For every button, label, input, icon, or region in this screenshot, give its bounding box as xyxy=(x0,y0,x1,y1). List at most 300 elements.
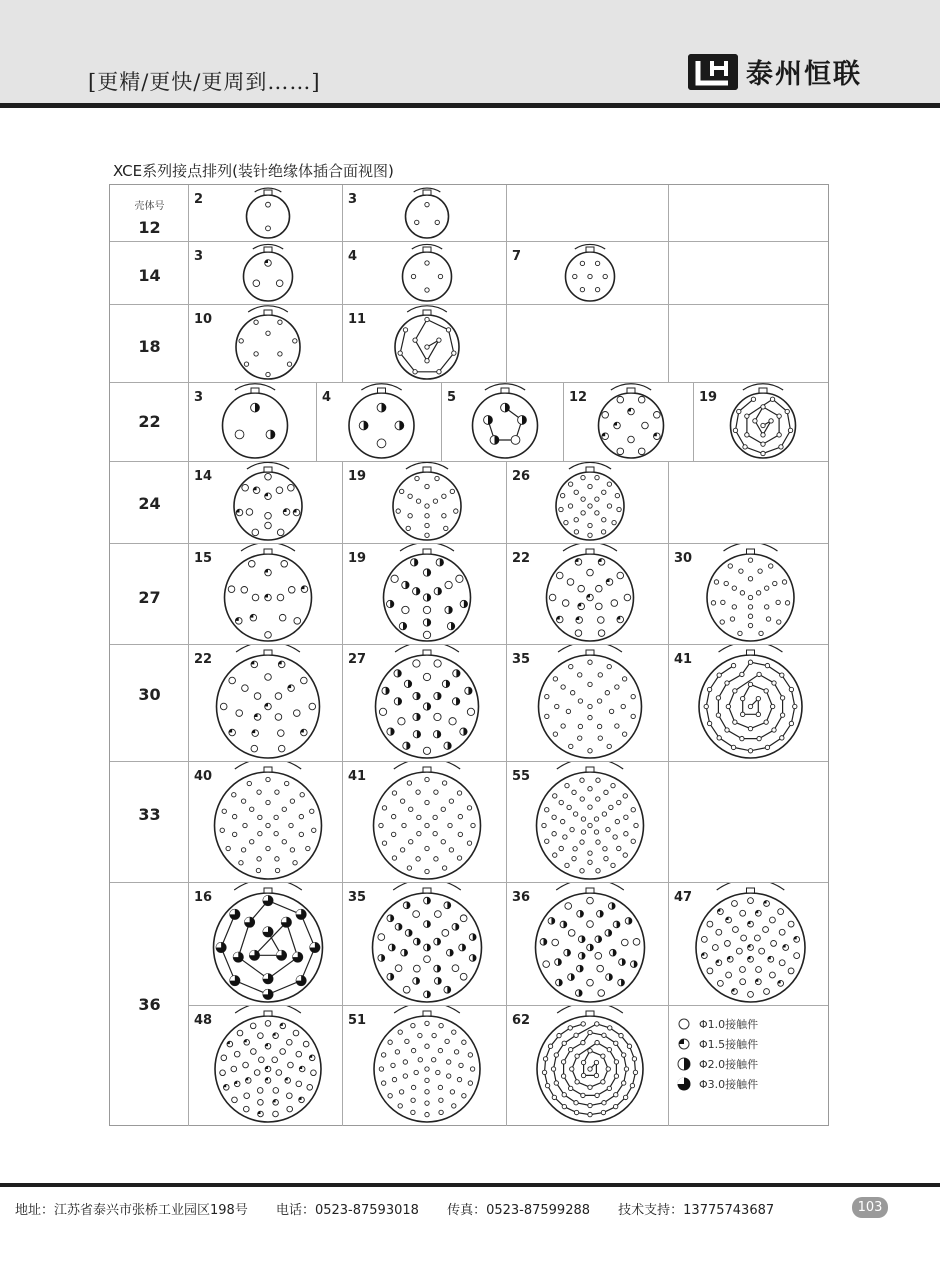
contact-pin xyxy=(285,1078,291,1084)
table-row xyxy=(110,645,828,762)
contact-pin xyxy=(286,1093,292,1099)
contact-pin xyxy=(257,790,261,794)
contact-pin xyxy=(265,632,272,639)
contact-pin xyxy=(613,835,617,839)
contact-pin xyxy=(548,918,555,925)
table-row xyxy=(110,383,828,462)
contact-pin xyxy=(623,794,627,798)
contact-pin xyxy=(595,511,599,515)
contact-pin xyxy=(439,1098,443,1102)
contact-pin xyxy=(392,791,396,795)
contact-pin xyxy=(394,698,401,705)
contact-count: 47 xyxy=(674,890,693,905)
contact-pin xyxy=(770,397,774,401)
contact-pin xyxy=(748,623,752,627)
insert-layout xyxy=(507,242,669,304)
contact-pin xyxy=(266,823,270,827)
contact-pin xyxy=(287,1106,293,1112)
contact-pin xyxy=(597,910,604,917)
contact-pin xyxy=(250,840,254,844)
contact-pin xyxy=(423,569,430,576)
contact-pin xyxy=(408,514,412,518)
insert-diagram xyxy=(343,645,507,762)
contact-pin xyxy=(627,1044,631,1048)
contact-pin xyxy=(638,448,645,455)
contact-pin xyxy=(606,579,613,586)
contact-pin xyxy=(756,712,760,716)
contact-pin xyxy=(568,974,575,981)
contact-size-3-0-icon xyxy=(677,1077,691,1091)
empty-cell xyxy=(507,185,669,241)
insert-layout xyxy=(507,762,669,882)
contact-pin xyxy=(381,1081,385,1085)
shell-outline xyxy=(247,195,290,238)
contact-pin xyxy=(434,965,441,972)
contact-pin xyxy=(467,708,474,715)
contact-pin xyxy=(299,1097,305,1103)
legend-label: Φ1.5接触件 xyxy=(699,1038,759,1051)
contact-pin xyxy=(588,660,592,664)
contact-pin xyxy=(597,699,601,703)
contact-pin xyxy=(638,396,645,403)
contact-pin xyxy=(460,973,467,980)
contact-pin xyxy=(776,600,780,604)
contact-pin xyxy=(789,687,793,691)
insert-diagram xyxy=(189,1006,343,1126)
contact-pin xyxy=(596,778,600,782)
contact-pin xyxy=(408,494,412,498)
contact-pin xyxy=(598,673,602,677)
contact-pin xyxy=(253,487,260,494)
contact-pin xyxy=(783,945,789,951)
insert-diagram xyxy=(343,185,507,242)
insert-diagram xyxy=(507,544,669,645)
contact-pin xyxy=(236,509,243,516)
contact-pin xyxy=(434,938,441,945)
contact-pin xyxy=(413,660,420,667)
contact-pin xyxy=(424,897,431,904)
contact-pin xyxy=(560,921,567,928)
contact-pin xyxy=(395,421,404,430)
contact-pin xyxy=(462,1040,466,1044)
contact-pin xyxy=(721,600,725,604)
shell-outline xyxy=(599,393,664,458)
contact-pin xyxy=(545,1083,549,1087)
contact-pin xyxy=(611,600,618,607)
contact-pin xyxy=(778,980,784,986)
contact-pin xyxy=(607,504,611,508)
contact-arrangement-table xyxy=(109,184,829,1126)
contact-pin xyxy=(761,423,765,427)
contact-pin xyxy=(793,704,797,708)
contact-pin xyxy=(266,777,270,781)
contact-pin xyxy=(588,484,592,488)
contact-pin xyxy=(595,1040,599,1044)
contact-pin xyxy=(748,558,752,562)
contact-pin xyxy=(610,949,617,956)
contact-pin xyxy=(382,806,386,810)
insert-diagram xyxy=(189,242,343,305)
contact-pin xyxy=(265,1078,271,1084)
contact-pin xyxy=(607,482,611,486)
contact-pin xyxy=(394,670,401,677)
contact-pin xyxy=(250,614,257,621)
contact-pin xyxy=(388,1094,392,1098)
contact-pin xyxy=(608,1026,612,1030)
shell-cell xyxy=(110,762,189,882)
contact-pin xyxy=(780,713,784,717)
contact-pin xyxy=(236,710,243,717)
contact-pin xyxy=(562,1041,566,1045)
contact-pin xyxy=(570,1067,574,1071)
contact-pin xyxy=(748,921,754,927)
contact-pin xyxy=(395,923,402,930)
contact-pin xyxy=(425,533,429,537)
contact-pin xyxy=(575,559,582,566)
contact-pin xyxy=(424,991,431,998)
contact-pin xyxy=(554,1053,558,1057)
contact-pin xyxy=(621,939,628,946)
contact-pin xyxy=(312,828,316,832)
footer-support: 技术支持：13775743687 xyxy=(618,1203,775,1218)
contact-count: 5 xyxy=(447,390,457,405)
legend-label: Φ2.0接触件 xyxy=(699,1058,759,1071)
contact-pin xyxy=(773,581,777,585)
contact-pin xyxy=(732,605,736,609)
key-tab xyxy=(264,1011,272,1016)
contact-pin xyxy=(595,261,599,265)
contact-pin xyxy=(581,511,585,515)
contact-pin xyxy=(737,409,741,413)
contact-pin xyxy=(425,523,429,527)
contact-pin xyxy=(450,1090,454,1094)
contact-pin xyxy=(748,945,754,951)
contact-pin xyxy=(247,781,251,785)
contact-pin xyxy=(242,484,249,491)
contact-pin xyxy=(425,846,429,850)
contact-pin xyxy=(469,955,476,962)
contact-pin xyxy=(588,1067,592,1071)
contact-pin xyxy=(566,709,570,713)
contact-pin xyxy=(609,805,613,809)
contact-pin xyxy=(711,601,715,605)
contact-pin xyxy=(565,863,569,867)
contact-pin xyxy=(745,414,749,418)
contact-pin xyxy=(257,857,261,861)
contact-pin xyxy=(232,793,236,797)
contact-count: 35 xyxy=(512,652,531,667)
contact-pin xyxy=(630,1083,634,1087)
contact-pin xyxy=(609,709,613,713)
table-row xyxy=(110,883,828,1126)
contact-count: 11 xyxy=(348,312,367,327)
contact-pin xyxy=(425,202,429,206)
contact-pin xyxy=(411,1085,415,1089)
contact-pin xyxy=(450,489,454,493)
contact-pin xyxy=(423,594,430,601)
key-tab xyxy=(264,247,272,252)
contact-pin xyxy=(265,512,272,519)
contact-pin xyxy=(288,586,295,593)
contact-pin xyxy=(545,808,549,812)
contact-pin xyxy=(633,939,640,946)
contact-pin xyxy=(244,362,248,366)
insert-diagram xyxy=(507,242,669,305)
contact-count: 3 xyxy=(194,390,204,405)
contact-pin xyxy=(411,1048,415,1052)
contact-pin xyxy=(780,696,784,700)
contact-pin xyxy=(285,781,289,785)
contact-pin xyxy=(220,703,227,710)
contact-count: 19 xyxy=(348,469,367,484)
contact-pin xyxy=(399,1090,403,1094)
contact-pin xyxy=(265,594,272,601)
contact-pin xyxy=(382,687,389,694)
contact-pin xyxy=(759,948,765,954)
key-tab xyxy=(627,388,635,393)
contact-count: 22 xyxy=(512,551,531,566)
contact-pin xyxy=(223,1084,229,1090)
contact-pin xyxy=(562,600,569,607)
insert-layout xyxy=(189,1006,343,1126)
contact-pin xyxy=(726,704,730,708)
contact-pin xyxy=(607,1086,611,1090)
contact-count: 26 xyxy=(512,469,531,484)
contact-pin xyxy=(413,713,420,720)
contact-pin xyxy=(588,533,592,537)
contact-pin xyxy=(303,1041,309,1047)
contact-pin xyxy=(564,520,568,524)
contact-pin xyxy=(434,692,441,699)
contact-pin xyxy=(280,1049,286,1055)
insert-diagram xyxy=(507,762,669,883)
contact-pin xyxy=(471,823,475,827)
contact-count: 3 xyxy=(194,249,204,264)
contact-pin xyxy=(559,507,563,511)
insert-diagram xyxy=(669,645,828,762)
contact-pin xyxy=(777,414,781,418)
key-tab xyxy=(251,388,259,393)
empty-cell xyxy=(669,305,828,382)
contact-pin xyxy=(449,799,453,803)
contact-pin xyxy=(276,487,283,494)
contact-pin xyxy=(237,1030,243,1036)
contact-pin xyxy=(602,812,606,816)
contact-pin xyxy=(245,917,255,927)
contact-pin xyxy=(654,433,661,440)
contact-pin xyxy=(769,419,773,423)
contact-pin xyxy=(765,745,769,749)
contact-pin xyxy=(575,630,582,637)
insert-diagram xyxy=(507,883,669,1006)
shell-cell xyxy=(110,645,189,761)
contact-pin xyxy=(545,714,549,718)
insert-layout xyxy=(507,1006,669,1126)
contact-pin xyxy=(573,812,577,816)
contact-pin xyxy=(615,685,619,689)
shell-outline xyxy=(403,252,452,301)
contact-pin xyxy=(378,955,385,962)
contact-pin xyxy=(560,493,564,497)
contact-pin xyxy=(605,690,609,694)
contact-pin xyxy=(568,1026,572,1030)
contact-pin xyxy=(577,910,584,917)
insert-layout xyxy=(343,185,507,241)
contact-pin xyxy=(748,595,752,599)
contact-pin xyxy=(556,572,563,579)
contact-pin xyxy=(573,847,577,851)
contact-pin xyxy=(250,807,254,811)
key-tab xyxy=(747,650,755,655)
contact-pin xyxy=(777,433,781,437)
contact-count: 27 xyxy=(348,652,367,667)
contact-pin xyxy=(552,939,559,946)
contact-pin xyxy=(765,663,769,667)
contact-pin xyxy=(707,721,711,725)
contact-pin xyxy=(726,917,732,923)
contact-pin xyxy=(395,1050,399,1054)
contact-pin xyxy=(570,690,574,694)
contact-pin xyxy=(265,522,272,529)
contact-pin xyxy=(377,403,386,412)
contact-pin xyxy=(707,921,713,927)
contact-pin xyxy=(572,790,576,794)
key-tab xyxy=(586,467,594,472)
contact-pin xyxy=(602,490,606,494)
contact-pin xyxy=(766,617,770,621)
contact-count: 48 xyxy=(194,1013,213,1028)
contact-pin xyxy=(294,618,301,625)
contact-pin xyxy=(731,745,735,749)
insert-diagram xyxy=(189,645,343,762)
shell-size: 22 xyxy=(138,412,161,431)
insert-layout xyxy=(189,544,343,644)
contact-pin xyxy=(595,936,602,943)
key-tab xyxy=(586,650,594,655)
contact-pin xyxy=(578,952,585,959)
contact-pin xyxy=(743,445,747,449)
contact-pin xyxy=(245,1078,251,1084)
contact-pin xyxy=(293,710,300,717)
contact-pin xyxy=(434,978,441,985)
contact-pin xyxy=(779,960,785,966)
insert-diagram xyxy=(507,462,669,544)
contact-pin xyxy=(456,575,463,582)
contact-pin xyxy=(283,509,290,516)
contact-pin xyxy=(574,1100,578,1104)
contact-pin xyxy=(617,396,624,403)
contact-pin xyxy=(452,698,459,705)
contact-pin xyxy=(241,848,245,852)
insert-diagram xyxy=(343,883,507,1006)
contact-pin xyxy=(391,814,395,818)
contact-pin xyxy=(587,979,594,986)
contact-pin xyxy=(581,475,585,479)
contact-pin xyxy=(442,866,446,870)
contact-pin xyxy=(771,941,777,947)
contact-pin xyxy=(273,1100,279,1106)
contact-pin xyxy=(411,1110,415,1114)
contact-pin xyxy=(413,911,420,918)
contact-pin xyxy=(594,830,598,834)
contact-pin xyxy=(624,1067,628,1071)
key-tab xyxy=(747,888,755,893)
contact-pin xyxy=(581,1040,585,1044)
contact-pin xyxy=(562,1093,566,1097)
contact-pin xyxy=(594,1060,598,1064)
key-tab xyxy=(264,190,272,195)
contact-pin xyxy=(448,823,452,827)
insert-layout xyxy=(343,544,507,644)
contact-pin xyxy=(578,603,585,610)
contact-pin xyxy=(425,1021,429,1025)
contact-pin xyxy=(772,728,776,732)
contact-pin xyxy=(540,939,547,946)
contact-count: 7 xyxy=(512,249,522,264)
contact-pin xyxy=(725,681,729,685)
contact-pin xyxy=(560,819,564,823)
contact-pin xyxy=(299,832,303,836)
contact-pin xyxy=(614,1074,618,1078)
contact-pin xyxy=(434,713,441,720)
contact-pin xyxy=(266,430,275,439)
contact-pin xyxy=(490,436,499,445)
contact-pin xyxy=(701,953,707,959)
contact-pin xyxy=(281,917,291,927)
contact-pin xyxy=(413,692,420,699)
contact-pin xyxy=(403,742,410,749)
contact-count: 14 xyxy=(194,469,213,484)
key-tab xyxy=(586,247,594,252)
contact-pin xyxy=(717,980,723,986)
contact-pin xyxy=(581,817,585,821)
contact-pin xyxy=(595,1022,599,1026)
logo-mark-icon xyxy=(688,54,738,90)
contact-pin xyxy=(736,948,742,954)
contact-pin xyxy=(754,935,760,941)
contact-pin xyxy=(759,631,763,635)
contact-pin xyxy=(581,1060,585,1064)
contact-pin xyxy=(243,1106,249,1112)
contact-pin xyxy=(239,861,243,865)
insert-diagram xyxy=(343,305,507,383)
contact-pin xyxy=(575,1080,579,1084)
contact-pin xyxy=(614,1093,618,1097)
contact-pin xyxy=(275,790,279,794)
contact-pin xyxy=(226,846,230,850)
contact-pin xyxy=(388,944,395,951)
insert-diagram xyxy=(343,242,507,305)
empty-cell xyxy=(669,242,828,304)
contact-pin xyxy=(615,493,619,497)
key-tab xyxy=(423,650,431,655)
contact-pin xyxy=(545,839,549,843)
contact-pin xyxy=(438,1085,442,1089)
key-tab xyxy=(423,1011,431,1016)
contact-pin xyxy=(617,846,621,850)
contact-pin xyxy=(300,793,304,797)
contact-pin xyxy=(654,412,661,419)
contact-pin xyxy=(740,591,744,595)
contact-pin xyxy=(621,1081,625,1085)
contact-pin xyxy=(275,714,282,721)
contact-pin xyxy=(400,848,404,852)
contact-pin xyxy=(562,1104,566,1108)
insert-layout xyxy=(694,383,828,461)
contact-pin xyxy=(232,832,236,836)
contact-pin xyxy=(402,823,406,827)
insert-diagram xyxy=(442,383,564,462)
